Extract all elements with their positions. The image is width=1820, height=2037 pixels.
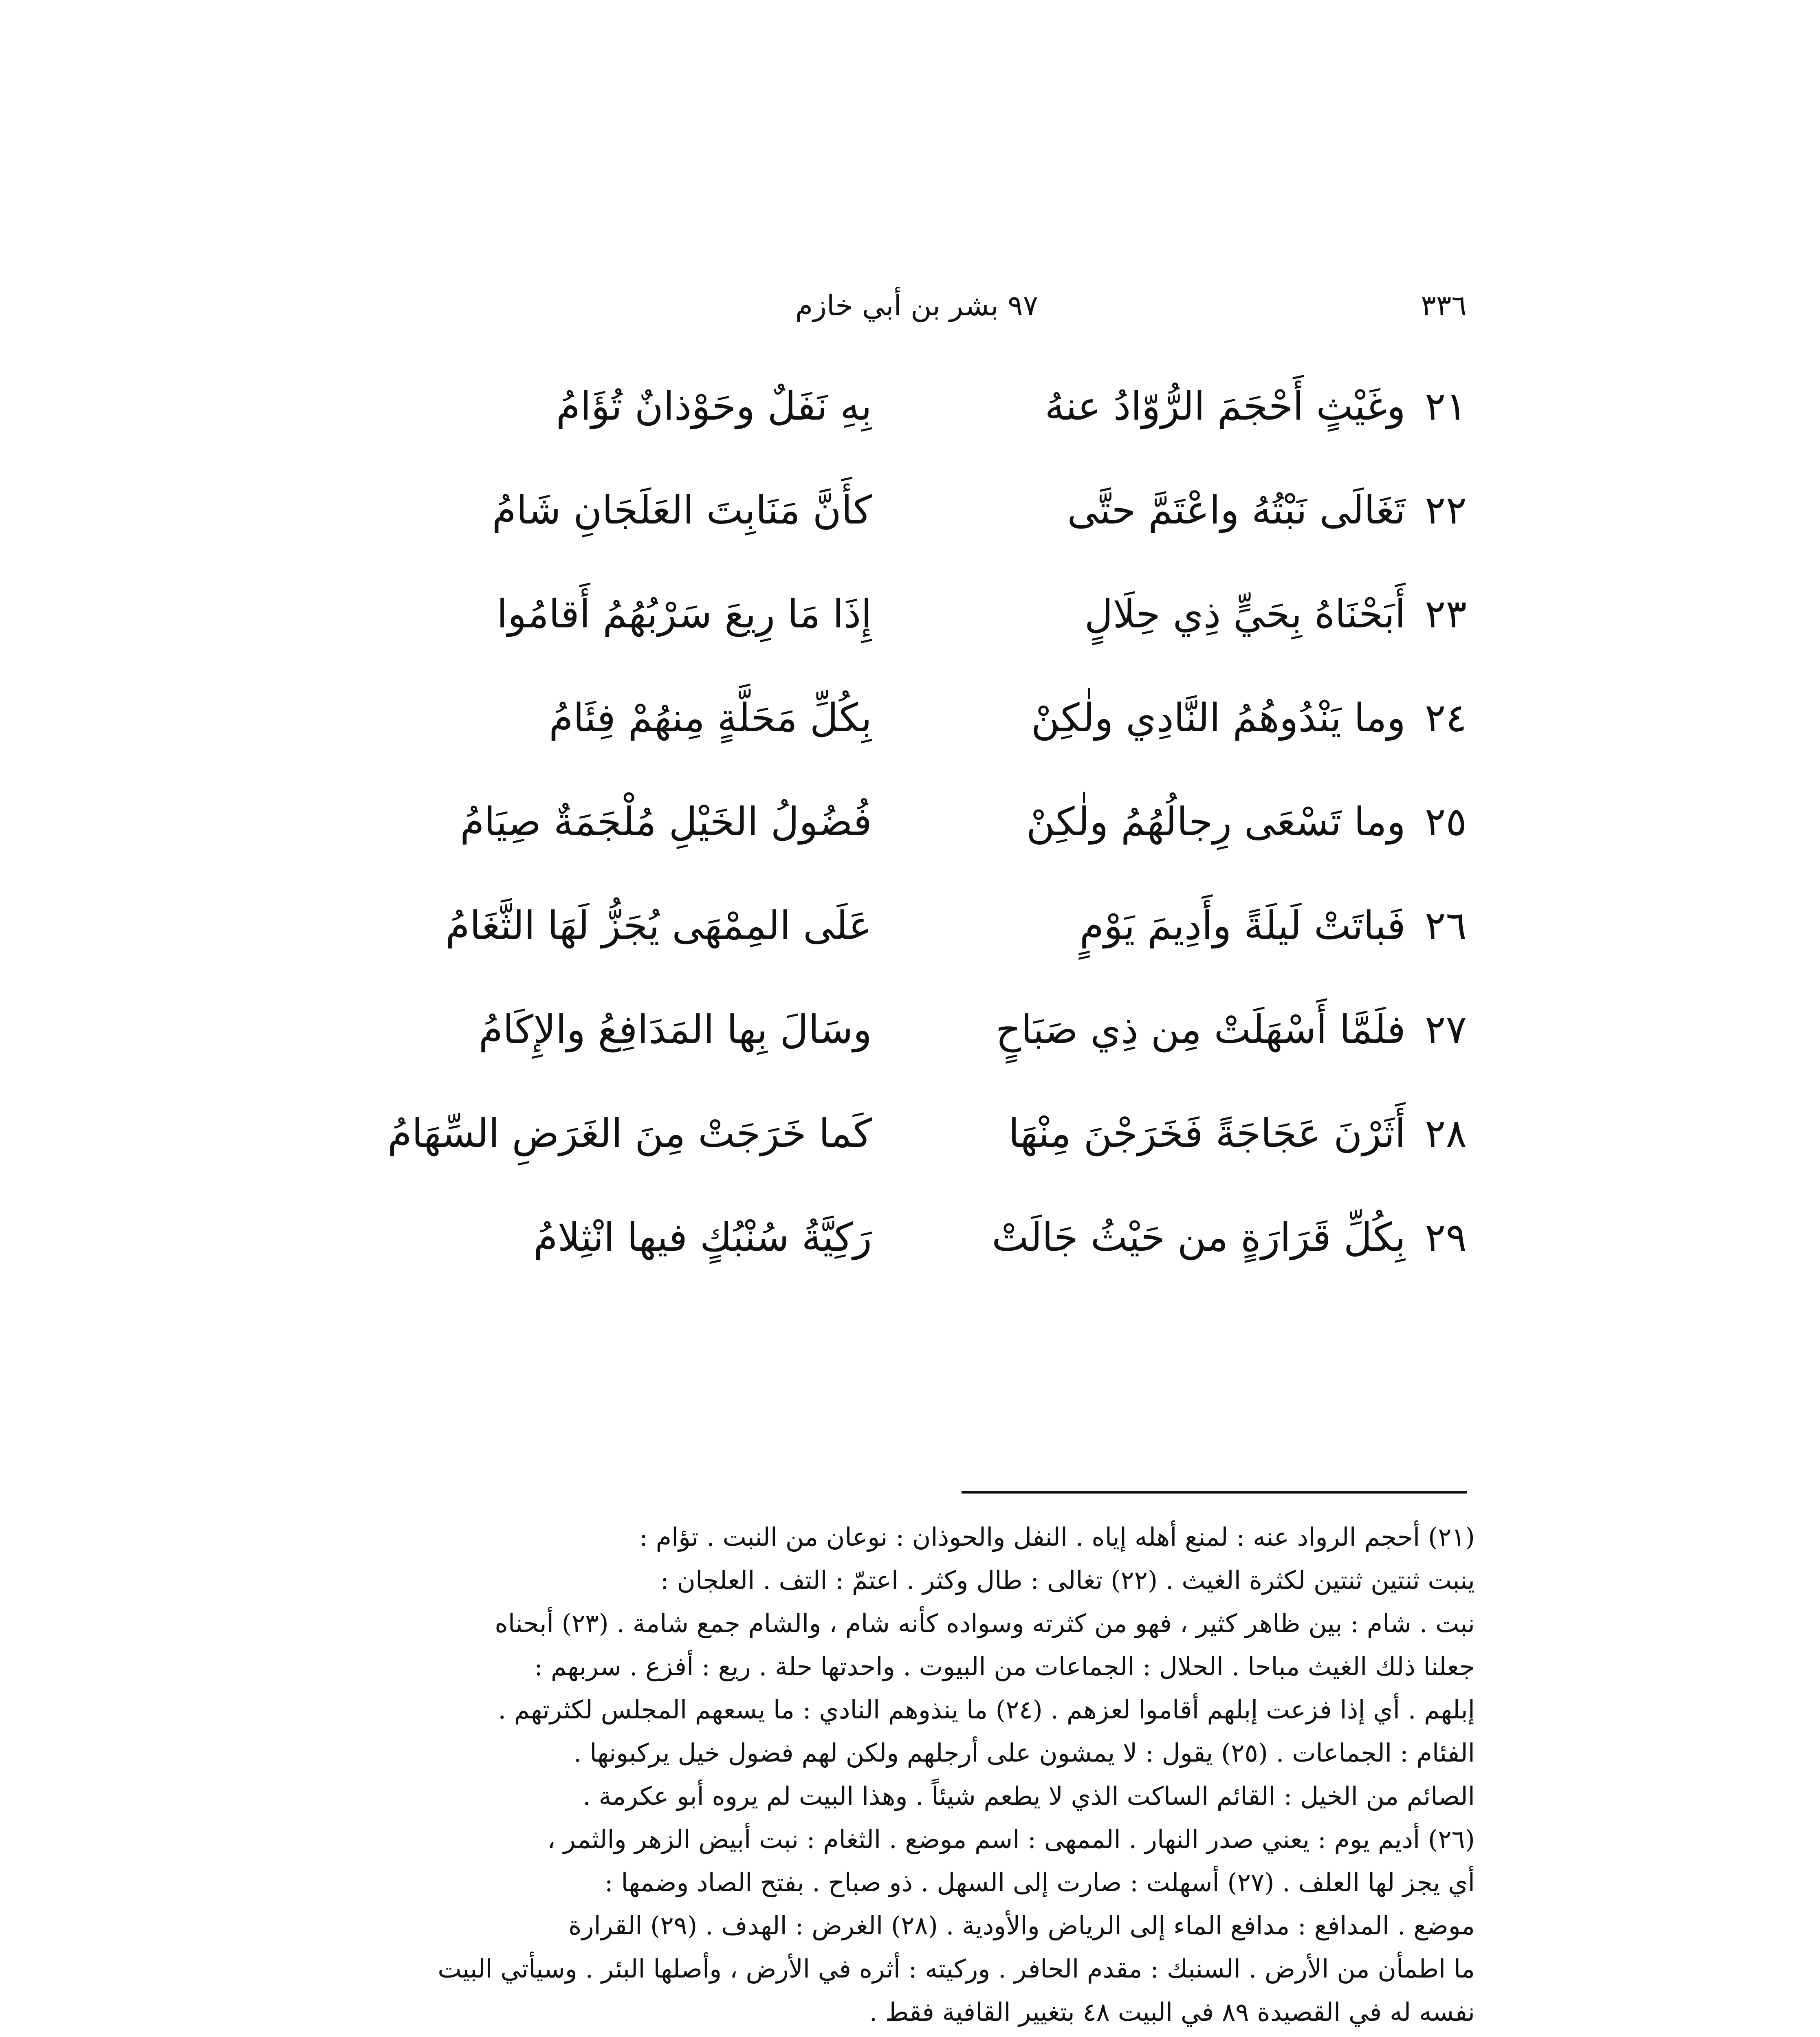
footnote-line: (٢١) أحجم الرواد عنه : لمنع أهله إياه . النفل والحوذان : نوعان من النبت . تؤام : [639, 1522, 1475, 1552]
verse-number: ٢٢ [1424, 487, 1467, 533]
footnote-line: الفئام : الجماعات . (٢٥) يقول : لا يمشون على أرجلهم ولكن لهم فضول خيل يركبونها . [573, 1738, 1475, 1768]
verse-number: ٢٣ [1424, 591, 1467, 637]
footnote-line: موضع . المدافع : مدافع الماء إلى الرياض والأودية . (٢٨) الغرض : الهدف . (٢٩) القرارة [568, 1911, 1475, 1940]
verse [367, 770, 1467, 874]
footnote-line: نفسه له في القصيدة ٨٩ في البيت ٤٨ بتغيير القافية فقط . [869, 1997, 1475, 2027]
verse [367, 666, 1467, 770]
footnote-line: أي يجز لها العلف . (٢٧) أسهلت : صارت إلى السهل . ذو صباح . بفتح الصاد وضمها : [604, 1868, 1475, 1897]
verse-number: ٢٨ [1424, 1111, 1467, 1156]
first-hemistich: أَبَحْنَاهُ بِحَيٍّ ذِي حِلَالٍ [1084, 591, 1406, 637]
first-hemistich: تَغَالَى نَبْتُهُ واعْتَمَّ حتَّى [1067, 487, 1406, 533]
verse [367, 978, 1467, 1082]
verse [367, 1082, 1467, 1186]
first-hemistich: فلَمَّا أَسْهَلَتْ مِن ذِي صَبَاحٍ [996, 1007, 1406, 1052]
second-hemistich: بِهِ نَفَلٌ وحَوْذانٌ تُؤَامُ [556, 383, 872, 429]
verse-number: ٢٧ [1424, 1007, 1467, 1052]
footnote-line: ما اطمأن من الأرض . السنبك : مقدم الحافر . وركيته : أثره في الأرض ، وأصلها البئر . وسيأتي البيت [438, 1954, 1475, 1984]
second-hemistich: وسَالَ بِها المَدَافِعُ والإِكَامُ [478, 1007, 872, 1052]
running-header [367, 281, 1467, 330]
verse [367, 458, 1467, 562]
first-hemistich: بِكُلِّ قَرَارَةٍ من حَيْثُ جَالَتْ [992, 1214, 1406, 1260]
second-hemistich: كَما خَرَجَتْ مِنَ الغَرَضِ السِّهَامُ [387, 1111, 872, 1156]
second-hemistich: رَكِيَّةُ سُنْبُكٍ فيها انْثِلامُ [533, 1214, 872, 1260]
footnote-line: ينبت ثنتين ثنتين لكثرة الغيث . (٢٢) تغالى : طال وكثر . اعتمّ : التف . العلجان : [660, 1565, 1475, 1595]
first-hemistich: وما يَنْدُوهُمُ النَّادِي ولٰكِنْ [1031, 695, 1406, 741]
verse-number: ٢٤ [1424, 695, 1467, 741]
verse-number: ٢١ [1424, 383, 1467, 429]
second-hemistich: فُضُولُ الخَيْلِ مُلْجَمَةٌ صِيَامُ [460, 799, 872, 845]
verse [367, 562, 1467, 666]
second-hemistich: عَلَى المِمْهَى يُجَزُّ لَهَا الثَّغَامُ [445, 903, 872, 948]
second-hemistich: بِكُلِّ مَحَلَّةٍ مِنهُمْ فِئَامُ [549, 695, 872, 741]
verse [367, 354, 1467, 458]
page-number: ٣٣٦ [1421, 289, 1467, 322]
poem [367, 354, 1467, 1289]
first-hemistich: وما تَسْعَى رِجالُهُمُ ولٰكِنْ [1026, 799, 1406, 845]
footnotes [359, 1516, 1475, 2034]
first-hemistich: وغَيْثٍ أَحْجَمَ الرُّوّادُ عنهُ [1045, 383, 1406, 429]
verse-number: ٢٦ [1424, 903, 1467, 948]
verse [367, 874, 1467, 978]
footnote-line: (٢٦) أديم يوم : يعني صدر النهار . الممهى : اسم موضع . الثغام : نبت أبيض الزهر والثمر ، [547, 1824, 1475, 1854]
footnote-separator [962, 1491, 1467, 1494]
footnote-line: إبلهم . أي إذا فزعت إبلهم أقاموا لعزهم . (٢٤) ما ينذوهم النادي : ما يسعهم المجلس لكثرتهم . [498, 1695, 1475, 1725]
first-hemistich: فَباتَتْ لَيلَةً وأَدِيمَ يَوْمٍ [1079, 903, 1406, 948]
footnote-line: نبت . شام : بين ظاهر كثير ، فهو من كثرته وسواده كأنه شام ، والشام جمع شامة . (٢٣) أبحناه [495, 1608, 1475, 1638]
footnote-line: جعلنا ذلك الغيث مباحا . الحلال : الجماعات من البيوت . واحدتها حلة . ريع : أفزع . سربهم : [534, 1652, 1475, 1681]
second-hemistich: كأَنَّ مَنَابِتَ العَلَجَانِ شَامُ [492, 487, 872, 533]
verse-number: ٢٥ [1424, 799, 1467, 845]
verse-number: ٢٩ [1424, 1214, 1467, 1260]
second-hemistich: إِذَا مَا رِيعَ سَرْبُهُمُ أَقامُوا [497, 591, 872, 637]
verse [367, 1186, 1467, 1289]
footnote-line: الصائم من الخيل : القائم الساكت الذي لا يطعم شيئاً . وهذا البيت لم يروه أبو عكرمة . [583, 1781, 1475, 1811]
running-title: ٩٧ بشر بن أبي خازم [795, 289, 1039, 322]
first-hemistich: أَثَرْنَ عَجَاجَةً فَخَرَجْنَ مِنْهَا [1008, 1111, 1406, 1156]
